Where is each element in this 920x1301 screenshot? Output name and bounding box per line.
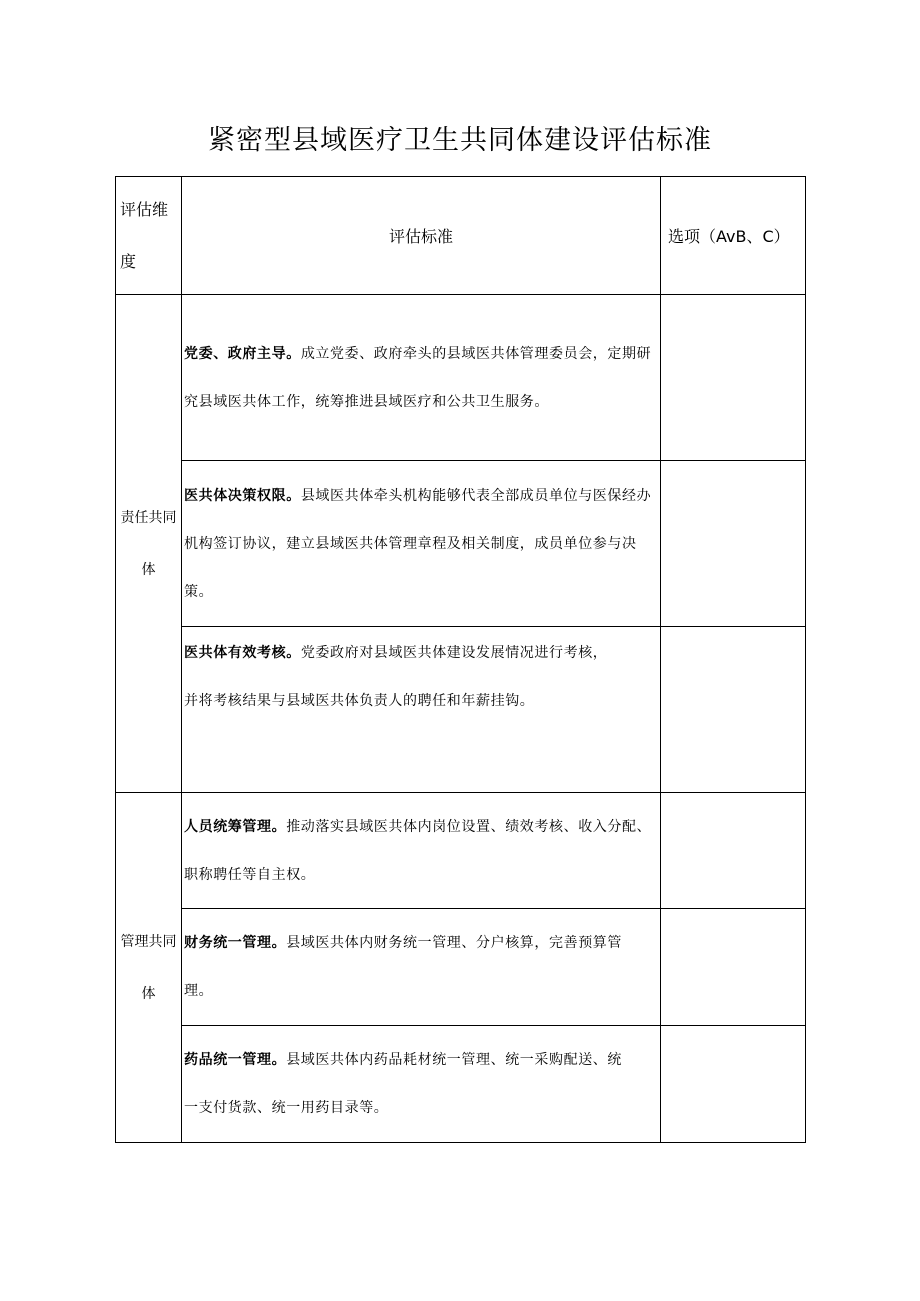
criterion-heading: 医共体决策权限。	[184, 487, 301, 504]
criterion-heading: 医共体有效考核。	[184, 645, 301, 661]
criterion-heading: 药品统一管理。	[184, 1052, 287, 1068]
table-row	[116, 627, 806, 793]
criterion-text: 党委政府对县域医共体建设发展情况进行考核，并将考核结果与县域医共体负责人的聘任和年薪挂钩。	[184, 645, 608, 709]
header-standard: 评估标准	[182, 177, 661, 295]
option-cell[interactable]	[661, 627, 806, 793]
option-cell[interactable]	[661, 909, 806, 1026]
table-row	[116, 793, 806, 909]
header-option: 选项（AvB、C）	[661, 177, 806, 295]
criterion-heading: 财务统一管理。	[184, 935, 287, 951]
criterion-cell	[182, 295, 661, 461]
criterion-cell	[182, 461, 661, 627]
criterion-cell	[182, 909, 661, 1026]
dimension-management: 管理共同体	[116, 793, 182, 1143]
criterion-cell	[182, 1026, 661, 1143]
option-cell[interactable]	[661, 295, 806, 461]
table-header-row	[116, 177, 806, 295]
table-row	[116, 461, 806, 627]
criterion-heading: 人员统筹管理。	[184, 818, 287, 835]
criterion-text: 推动落实县域医共体内岗位设置、绩效考核、收入分配、职称聘任等自主权。	[184, 818, 652, 883]
option-cell[interactable]	[661, 461, 806, 627]
option-cell[interactable]	[661, 1026, 806, 1143]
criterion-text: 县域医共体内药品耗材统一管理、统一采购配送、统一支付货款、统一用药目录等。	[184, 1052, 623, 1116]
table-row	[116, 1026, 806, 1143]
table-row	[116, 909, 806, 1026]
criterion-cell	[182, 793, 661, 909]
criterion-text: 县域医共体内财务统一管理、分户核算，完善预算管理。	[184, 935, 623, 999]
table-row	[116, 295, 806, 461]
page-title: 紧密型县域医疗卫生共同体建设评估标准	[208, 125, 712, 156]
option-cell[interactable]	[661, 793, 806, 909]
criterion-text: 县域医共体牵头机构能够代表全部成员单位与医保经办机构签订协议，建立县域医共体管理章程及相关制度，成员单位参与决策。	[184, 487, 652, 600]
dimension-responsibility: 责任共同体	[116, 295, 182, 793]
criterion-heading: 党委、政府主导。	[184, 345, 301, 362]
header-dimension: 评估维度	[116, 177, 182, 295]
criterion-cell	[182, 627, 661, 793]
criterion-text: 成立党委、政府牵头的县域医共体管理委员会，定期研究县域医共体工作，统筹推进县域医疗和公共卫生服务。	[184, 345, 652, 410]
evaluation-table	[115, 176, 806, 1143]
